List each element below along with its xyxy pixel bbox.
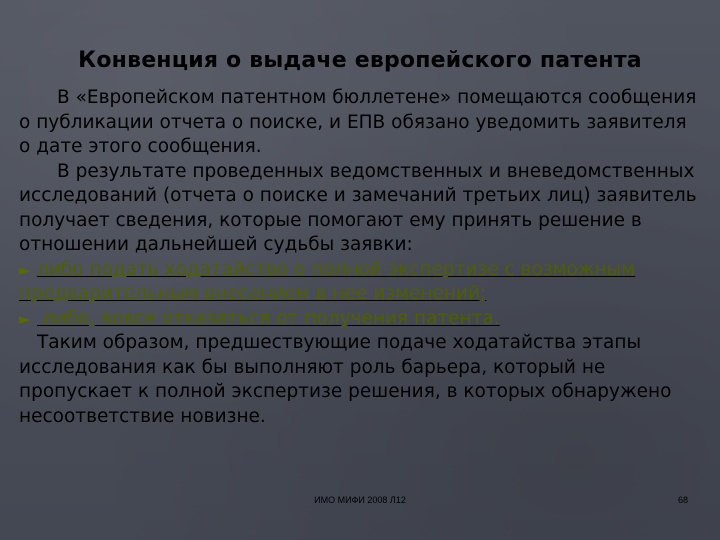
footer-text: ИМО МИФИ 2008 Л12	[314, 495, 406, 505]
triangle-bullet-icon: ►	[19, 309, 31, 328]
paragraph-2: В результате проведенных ведомственных и вневедомственных исследований (отчета о поиске и замечаний третьих лиц) заявитель получает сведения, которые помогают ему принять решение в отношении дальнейшей судьбы заявки:	[19, 160, 697, 255]
page-number: 68	[677, 495, 688, 505]
bullet-item-2	[19, 307, 699, 332]
bullet-item-1	[19, 258, 699, 307]
bullet-text-1: либо подать ходатайство о полной экспертизе с возможным предварительным внесением в нее изменений;	[19, 258, 636, 304]
paragraph-3: Таким образом, предшествующие подаче ходатайства этапы исследования как бы выполняют роль барьера, который не пропускает к полной экспертизе решения, в которых обнаружено несоответствие новизне.	[19, 332, 672, 427]
slide-footer	[0, 495, 720, 509]
slide-title: Конвенция о выдаче европейского патента	[78, 48, 642, 73]
paragraph-1: В «Европейском патентном бюллетене» помещаются сообщения о публикации отчета о поиске, и ЕПВ обязано уведомить заявителя о дате этого сообщения.	[19, 87, 697, 157]
slide-body	[19, 86, 699, 429]
triangle-bullet-icon: ►	[19, 260, 31, 279]
bullet-text-2: либо, вовсе отказаться от получения патента.	[37, 307, 500, 329]
